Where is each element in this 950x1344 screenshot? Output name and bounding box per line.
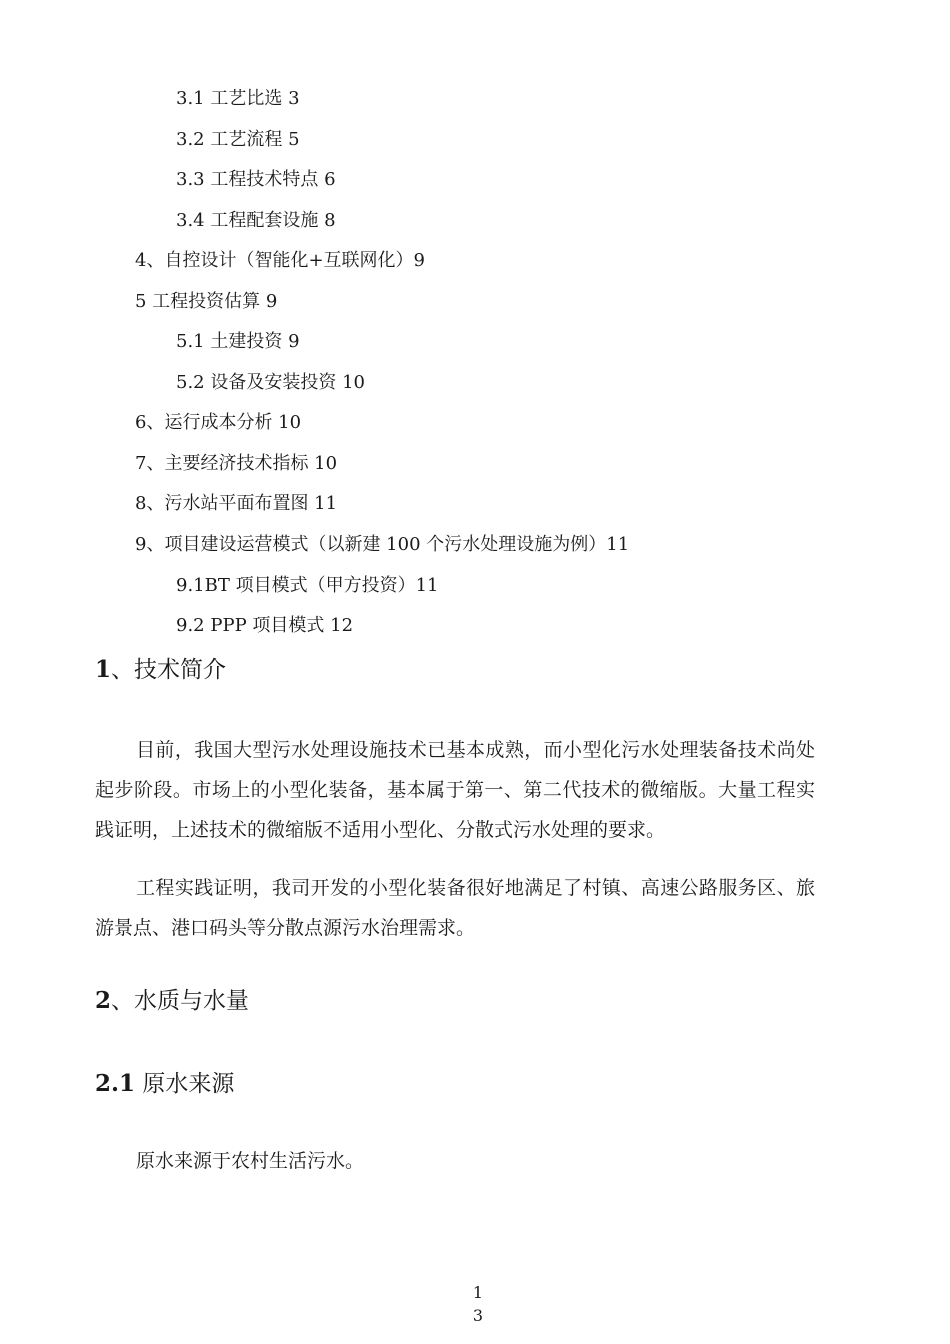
toc-item-5-1: 5.1 土建投资 9 (176, 331, 300, 352)
section-heading-1 (95, 655, 226, 685)
toc-item-4: 4、自控设计（智能化+互联网化）9 (135, 250, 425, 271)
paragraph-practice: 工程实践证明，我司开发的小型化装备很好地满足了村镇、高速公路服务区、旅游景点、港口码头等分散点源污水治理需求。 (95, 877, 815, 939)
toc-item-7: 7、主要经济技术指标 10 (135, 453, 338, 474)
subsection-number: 2.1 (95, 1070, 136, 1097)
section-number: 2 (95, 987, 112, 1014)
toc-item-3-3: 3.3 工程技术特点 6 (176, 169, 336, 190)
toc-item-3-4: 3.4 工程配套设施 8 (176, 210, 336, 231)
toc-item-6: 6、运行成本分析 10 (135, 412, 302, 433)
section-number: 1 (95, 656, 112, 683)
section-title: 、水质与水量 (111, 988, 250, 1014)
section-heading-2 (95, 986, 249, 1016)
toc-item-5: 5 工程投资估算 9 (135, 291, 278, 312)
toc-item-5-2: 5.2 设备及安装投资 10 (176, 372, 365, 393)
toc-item-3-1: 3.1 工艺比选 3 (176, 88, 300, 109)
toc-item-9-1: 9.1BT 项目模式（甲方投资）11 (176, 575, 439, 596)
subsection-heading-2-1 (95, 1069, 234, 1099)
paragraph-water-source: 原水来源于农村生活污水。 (136, 1150, 365, 1172)
toc-item-3-2: 3.2 工艺流程 5 (176, 129, 300, 150)
toc-item-9: 9、项目建设运营模式（以新建 100 个污水处理设施为例）11 (135, 534, 630, 555)
section-title: 、技术简介 (111, 657, 227, 683)
page-number-line-2: 3 (472, 1306, 484, 1325)
subsection-title: 原水来源 (135, 1071, 235, 1097)
paragraph-intro: 目前，我国大型污水处理设施技术已基本成熟，而小型化污水处理装备技术尚处起步阶段。市场上的小型化装备，基本属于第一、第二代技术的微缩版。大量工程实践证明，上述技术的微缩版不适用小型化、分散式污水处理的要求。 (95, 739, 815, 841)
toc-item-9-2: 9.2 PPP 项目模式 12 (176, 615, 354, 636)
toc-item-8: 8、污水站平面布置图 11 (135, 493, 338, 514)
page-number-line-1: 1 (472, 1283, 484, 1302)
